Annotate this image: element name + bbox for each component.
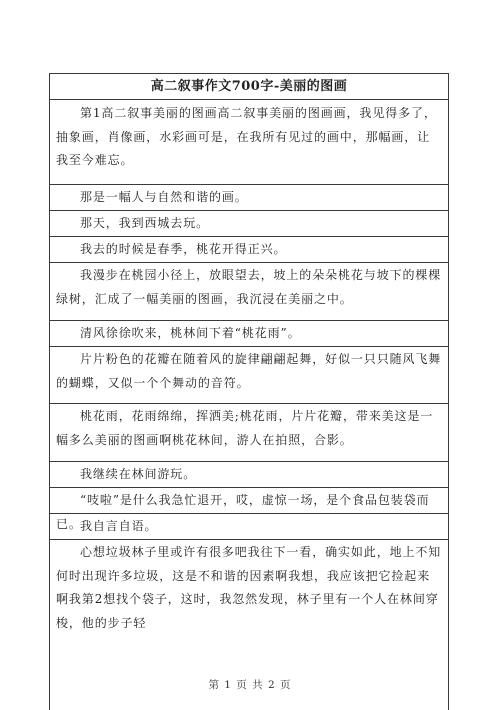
paragraph: 那是一幅人与自然和谐的画。	[80, 190, 248, 204]
paragraph: 那天，我到西城去玩。	[80, 216, 210, 230]
row-divider	[50, 461, 448, 462]
paragraph: 桃花雨，花雨绵绵，挥洒美;桃花雨，片片花瓣，带来美这是一幅多么美丽的图画啊桃花林间，游人在拍照，合影。	[56, 409, 434, 447]
row-divider	[50, 262, 448, 263]
paragraph: 片片粉色的花瓣在随着风的旋律翩翩起舞，好似一只只随风飞舞的蝴蝶，又似一个个舞动的音符。	[56, 352, 442, 390]
paragraph: 清风徐徐吹来，桃林间下着“桃花雨”。	[80, 326, 301, 340]
page-footer: 第 1 页 共 2 页	[208, 679, 292, 691]
row-divider	[50, 320, 448, 321]
paragraph: 我继续在林间游玩。	[80, 467, 197, 481]
row-divider	[50, 403, 448, 404]
paragraph: 第1高二叙事美丽的图画高二叙事美丽的图画画，我见得多了，抽象画，肖像画，水彩画可是，在我所有见过的画中，那幅画，让我至今难忘。	[56, 106, 437, 167]
document-table	[49, 73, 449, 710]
paragraph: 我漫步在桃园小径上，放眼望去，坡上的朵朵桃花与坡下的棵棵绿树，汇成了一幅美丽的图画，我沉浸在美丽之中。	[56, 268, 442, 306]
row-divider	[50, 184, 448, 185]
document-body	[50, 100, 448, 710]
paragraph: “吱啦”是什么我急忙退开，哎，虚惊一场，是个食品包装袋而已。	[56, 493, 430, 531]
row-divider	[50, 346, 448, 347]
row-divider	[50, 210, 448, 211]
row-divider	[50, 236, 448, 237]
row-divider	[50, 487, 448, 488]
document-title: 高二叙事作文700字-美丽的图画	[50, 74, 448, 100]
paragraph: 我自言自语。	[80, 519, 158, 533]
paragraph: 心想垃圾林子里或许有很多吧我往下一看，确实如此，地上不知何时出现许多垃圾，这是不和谐的因素啊我想，我应该把它捡起来啊我第2想找个袋子，这时，我忽然发现，林子里有一个人在林间穿梭，他的步子轻	[56, 545, 442, 630]
paragraph: 我去的时候是春季，桃花开得正兴。	[80, 242, 287, 256]
row-divider	[50, 539, 448, 540]
